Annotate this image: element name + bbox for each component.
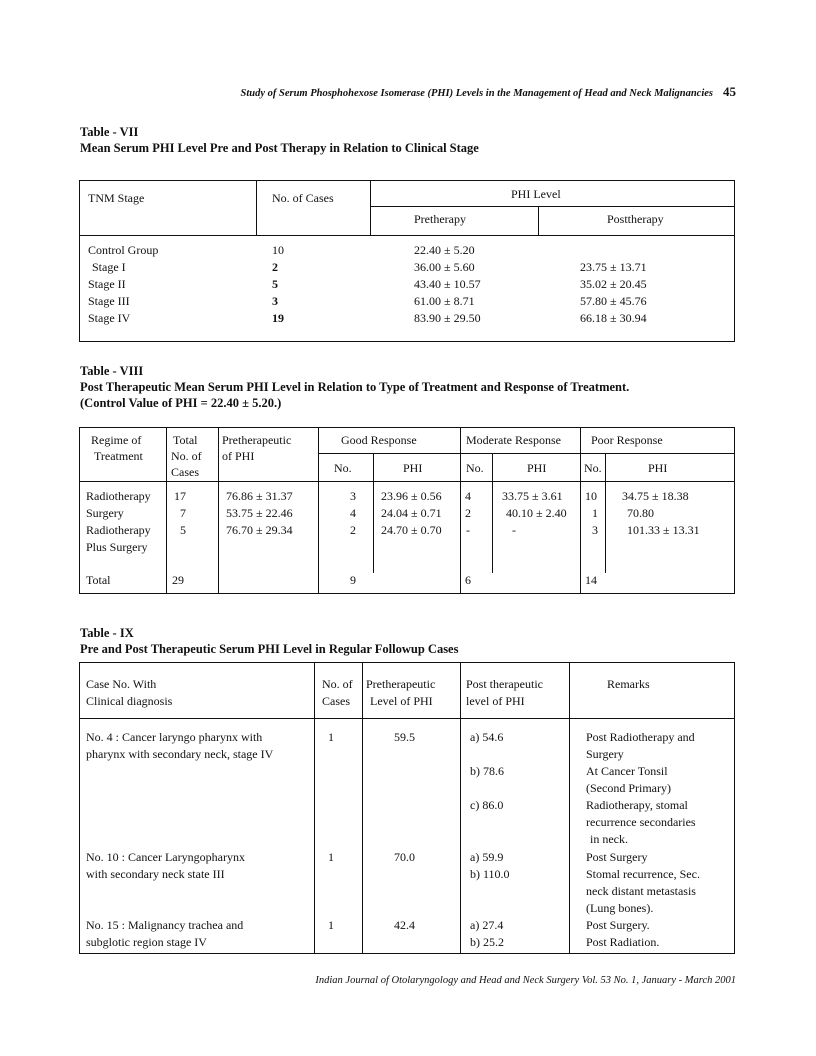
total-cell: 7 xyxy=(180,506,186,520)
pretherapy-cell: 43.40 ± 10.57 xyxy=(414,277,481,291)
good-no-cell: 4 xyxy=(350,506,356,520)
mod-phi-cell: 40.10 ± 2.40 xyxy=(506,506,567,520)
pretherapeutic-cell: 76.70 ± 29.34 xyxy=(226,523,293,537)
header-good-no: No. xyxy=(334,461,352,475)
table-8-caption: Post Therapeutic Mean Serum PHI Level in Relation to Type of Treatment and Response of Treatment. xyxy=(80,380,630,394)
poor-no-cell: 10 xyxy=(585,489,597,503)
stage-cell: Control Group xyxy=(88,243,159,257)
table-8-divider xyxy=(218,427,219,593)
table-9-divider xyxy=(314,662,315,953)
posttherapy-cell: 66.18 ± 30.94 xyxy=(580,311,647,325)
cases-cell: 1 xyxy=(328,850,334,864)
pretherapeutic-cell: 59.5 xyxy=(394,730,415,744)
header-cases: No. of xyxy=(322,677,353,691)
header-total-sub: No. of xyxy=(171,449,202,463)
table-7-divider xyxy=(256,180,257,235)
header-remarks: Remarks xyxy=(607,677,650,691)
case-cell: No. 15 : Malignancy trachea and xyxy=(86,918,244,932)
remarks-cell: Post Radiotherapy and xyxy=(586,730,695,744)
header-pretherapy: Pretherapy xyxy=(414,212,466,226)
total-cell: 5 xyxy=(180,523,186,537)
table-8-divider xyxy=(79,481,734,482)
pretherapeutic-cell: 76.86 ± 31.37 xyxy=(226,489,293,503)
table-8-label: Table - VIII xyxy=(80,364,144,378)
good-no-cell: 3 xyxy=(350,489,356,503)
case-cell-line2: subglotic region stage IV xyxy=(86,935,207,949)
post-cell: b) 25.2 xyxy=(470,935,504,949)
remarks-cell: recurrence secondaries xyxy=(586,815,696,829)
journal-footer: Indian Journal of Otolaryngology and Head and Neck Surgery Vol. 53 No. 1, January - March 2001 xyxy=(315,975,736,986)
header-good-phi: PHI xyxy=(403,461,423,475)
remarks-cell: At Cancer Tonsil xyxy=(586,764,668,778)
running-title: Study of Serum Phosphohexose Isomerase (PHI) Levels in the Management of Head and Neck Malignancies xyxy=(240,88,713,99)
cases-cell: 10 xyxy=(272,243,284,257)
case-cell: No. 4 : Cancer laryngo pharynx with xyxy=(86,730,263,744)
header-pretherapeutic: Pretherapeutic xyxy=(366,677,436,691)
cases-cell: 1 xyxy=(328,730,334,744)
remarks-cell: Post Radiation. xyxy=(586,935,660,949)
regime-cell: Radiotherapy xyxy=(86,489,151,503)
posttherapy-cell: 57.80 ± 45.76 xyxy=(580,294,647,308)
poor-no-cell: 1 xyxy=(592,506,598,520)
page-number: 45 xyxy=(723,84,736,99)
mod-no-cell: 4 xyxy=(465,489,471,503)
poor-no-cell: 14 xyxy=(585,573,597,587)
poor-no-cell: 3 xyxy=(592,523,598,537)
case-cell-line2: with secondary neck state III xyxy=(86,867,225,881)
pretherapeutic-cell: 70.0 xyxy=(394,850,415,864)
table-7-divider xyxy=(370,206,734,207)
cases-cell: 5 xyxy=(272,277,278,291)
header-mod-phi: PHI xyxy=(527,461,547,475)
header-total: Total xyxy=(173,433,198,447)
header-good-response: Good Response xyxy=(341,433,417,447)
table-9-divider xyxy=(362,662,363,953)
pretherapeutic-cell: 42.4 xyxy=(394,918,415,932)
regime-cell: Surgery xyxy=(86,506,124,520)
mod-no-cell: 6 xyxy=(465,573,471,587)
header-tnm-stage: TNM Stage xyxy=(88,191,145,205)
good-phi-cell: 24.04 ± 0.71 xyxy=(381,506,442,520)
table-8-divider xyxy=(605,453,606,573)
remarks-cell: Post Surgery. xyxy=(586,918,650,932)
stage-cell: Stage III xyxy=(88,294,130,308)
regime-cell-line2: Plus Surgery xyxy=(86,540,148,554)
table-9-caption: Pre and Post Therapeutic Serum PHI Level in Regular Followup Cases xyxy=(80,642,459,656)
header-case-sub: Clinical diagnosis xyxy=(86,694,173,708)
table-9-label: Table - IX xyxy=(80,626,134,640)
header-poor-response: Poor Response xyxy=(591,433,663,447)
table-9-divider xyxy=(460,662,461,953)
table-8-divider xyxy=(492,453,493,573)
cases-cell: 1 xyxy=(328,918,334,932)
cases-cell: 19 xyxy=(272,311,284,325)
post-cell: a) 59.9 xyxy=(470,850,504,864)
table-7-label: Table - VII xyxy=(80,125,139,139)
posttherapy-cell: 35.02 ± 20.45 xyxy=(580,277,647,291)
table-7-divider xyxy=(79,235,734,236)
header-cases-sub: Cases xyxy=(322,694,350,708)
remarks-cell: (Lung bones). xyxy=(586,901,654,915)
table-8-divider xyxy=(580,427,581,593)
table-8-divider xyxy=(166,427,167,593)
header-case: Case No. With xyxy=(86,677,157,691)
post-cell: b) 110.0 xyxy=(470,867,510,881)
table-8-divider xyxy=(460,427,461,593)
header-regime-sub: Treatment xyxy=(94,449,143,463)
remarks-cell: Stomal recurrence, Sec. xyxy=(586,867,700,881)
poor-phi-cell: 70.80 xyxy=(627,506,654,520)
remarks-cell: neck distant metastasis xyxy=(586,884,696,898)
total-label: Total xyxy=(86,573,111,587)
header-posttherapy: Posttherapy xyxy=(607,212,664,226)
header-no-of-cases: No. of Cases xyxy=(272,191,334,205)
header-total-sub2: Cases xyxy=(171,465,199,479)
header-mod-no: No. xyxy=(466,461,484,475)
cases-cell: 3 xyxy=(272,294,278,308)
post-cell: c) 86.0 xyxy=(470,798,504,812)
total-cell: 17 xyxy=(174,489,186,503)
pretherapy-cell: 61.00 ± 8.71 xyxy=(414,294,475,308)
regime-cell: Radiotherapy xyxy=(86,523,151,537)
header-pretherapeutic-sub: Level of PHI xyxy=(370,694,433,708)
stage-cell: Stage IV xyxy=(88,311,131,325)
mod-phi-cell: 33.75 ± 3.61 xyxy=(502,489,563,503)
stage-cell: Stage I xyxy=(92,260,126,274)
mod-phi-cell: - xyxy=(512,523,516,537)
table-8-divider xyxy=(373,453,374,573)
remarks-cell: (Second Primary) xyxy=(586,781,671,795)
cases-cell: 2 xyxy=(272,260,278,274)
total-cell: 29 xyxy=(172,573,184,587)
good-no-cell: 9 xyxy=(350,573,356,587)
mod-no-cell: - xyxy=(466,523,470,537)
pretherapy-cell: 36.00 ± 5.60 xyxy=(414,260,475,274)
good-phi-cell: 23.96 ± 0.56 xyxy=(381,489,442,503)
pretherapy-cell: 83.90 ± 29.50 xyxy=(414,311,481,325)
table-9-divider xyxy=(569,662,570,953)
header-pretherapeutic-sub: of PHI xyxy=(222,449,255,463)
header-moderate-response: Moderate Response xyxy=(466,433,561,447)
table-7-divider xyxy=(538,206,539,235)
post-cell: a) 54.6 xyxy=(470,730,504,744)
remarks-cell: Post Surgery xyxy=(586,850,648,864)
table-8-divider xyxy=(318,453,734,454)
post-cell: a) 27.4 xyxy=(470,918,504,932)
good-no-cell: 2 xyxy=(350,523,356,537)
table-8-caption-note: (Control Value of PHI = 22.40 ± 5.20.) xyxy=(80,396,282,410)
poor-phi-cell: 34.75 ± 18.38 xyxy=(622,489,689,503)
mod-no-cell: 2 xyxy=(465,506,471,520)
header-post-therapeutic-sub: level of PHI xyxy=(466,694,525,708)
poor-phi-cell: 101.33 ± 13.31 xyxy=(627,523,700,537)
remarks-cell: Surgery xyxy=(586,747,624,761)
pretherapeutic-cell: 53.75 ± 22.46 xyxy=(226,506,293,520)
header-regime: Regime of xyxy=(91,433,142,447)
header-post-therapeutic: Post therapeutic xyxy=(466,677,543,691)
posttherapy-cell: 23.75 ± 13.71 xyxy=(580,260,647,274)
header-pretherapeutic: Pretherapeutic xyxy=(222,433,292,447)
good-phi-cell: 24.70 ± 0.70 xyxy=(381,523,442,537)
header-poor-phi: PHI xyxy=(648,461,668,475)
table-8-divider xyxy=(318,427,319,593)
header-phi-level: PHI Level xyxy=(511,187,561,201)
stage-cell: Stage II xyxy=(88,277,126,291)
header-poor-no: No. xyxy=(584,461,602,475)
pretherapy-cell: 22.40 ± 5.20 xyxy=(414,243,475,257)
case-cell: No. 10 : Cancer Laryngopharynx xyxy=(86,850,245,864)
case-cell-line2: pharynx with secondary neck, stage IV xyxy=(86,747,274,761)
table-7-caption: Mean Serum PHI Level Pre and Post Therapy in Relation to Clinical Stage xyxy=(80,141,479,155)
post-cell: b) 78.6 xyxy=(470,764,504,778)
remarks-cell: Radiotherapy, stomal xyxy=(586,798,688,812)
running-header xyxy=(196,84,736,100)
table-7-divider xyxy=(370,180,371,235)
table-9-divider xyxy=(79,718,734,719)
remarks-cell: in neck. xyxy=(590,832,628,846)
